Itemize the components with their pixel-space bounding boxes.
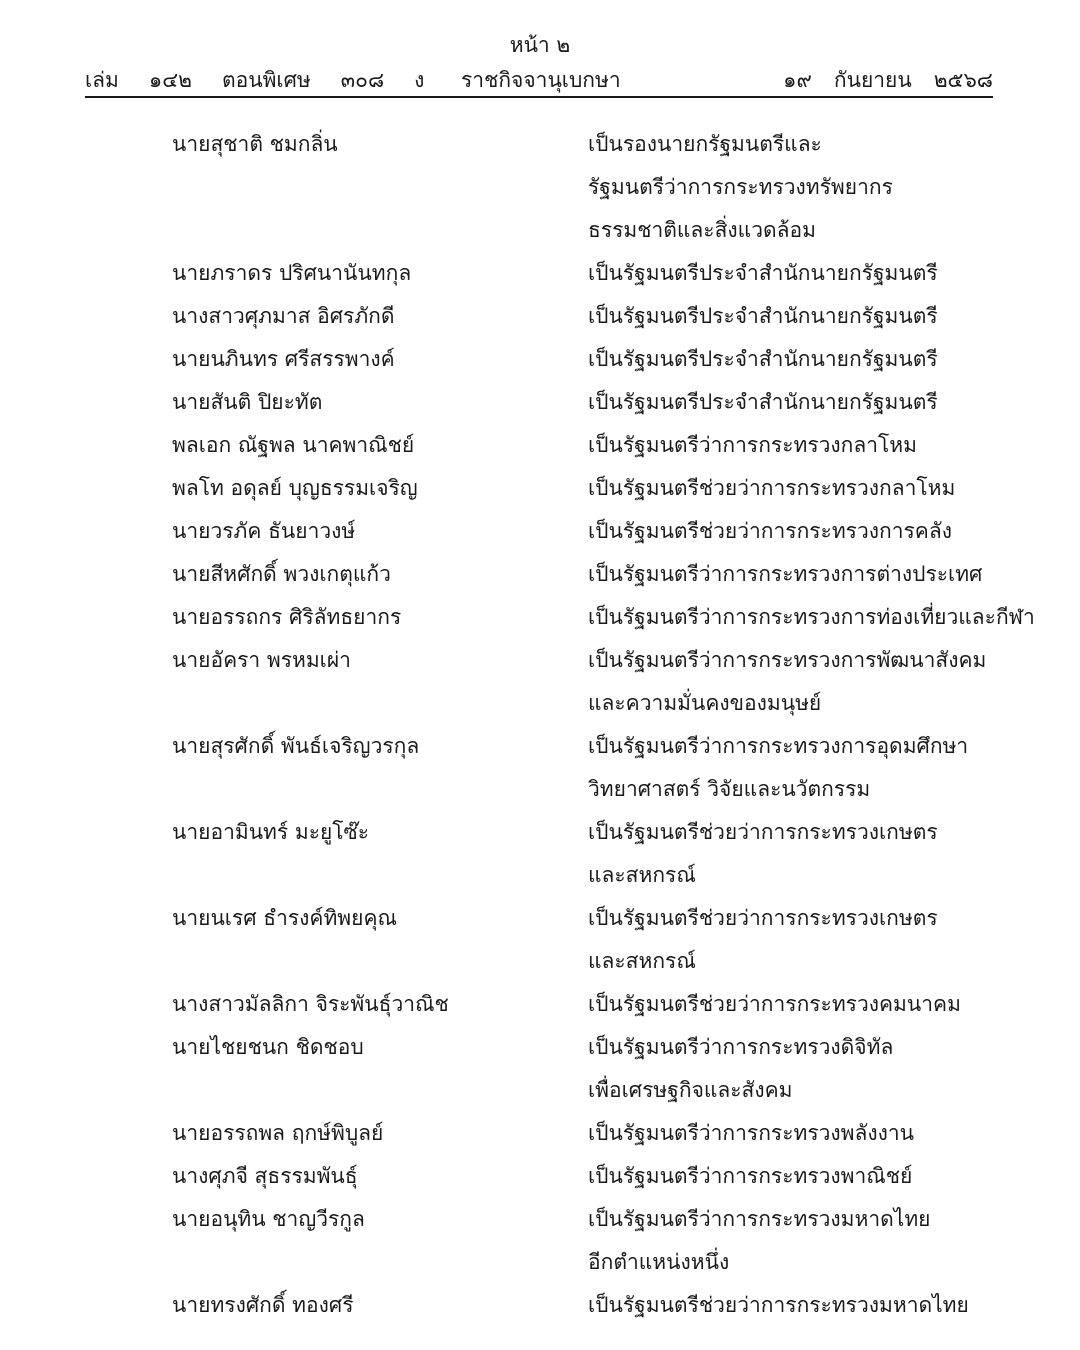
position-line: เป็นรัฐมนตรีว่าการกระทรวงการต่างประเทศ: [588, 562, 983, 586]
appointed-position: [588, 897, 1002, 983]
appointment-entry: [172, 381, 1002, 424]
position-line: อีกตำแหน่งหนึ่ง: [588, 1250, 730, 1274]
appointee-name: นายสันติ ปิยะทัต: [172, 390, 323, 414]
position-line: ธรรมชาติและสิ่งแวดล้อม: [588, 218, 816, 242]
appointment-entry: [172, 639, 1002, 725]
appointment-entry: [172, 123, 1002, 252]
appointee-name: นายอรรถพล ฤกษ์พิบูลย์: [172, 1121, 384, 1145]
date-month: กันยายน: [833, 68, 912, 92]
position-line: เพื่อเศรษฐกิจและสังคม: [588, 1078, 793, 1102]
position-line: เป็นรองนายกรัฐมนตรีและ: [588, 132, 822, 156]
date-day: ๑๙: [783, 68, 812, 92]
position-line: เป็นรัฐมนตรีช่วยว่าการกระทรวงกลาโหม: [588, 476, 956, 500]
appointee-name: นายสุรศักดิ์ พันธ์เจริญวรกุล: [172, 734, 420, 758]
appointed-position: [588, 295, 1002, 338]
appointee-name: นายนเรศ ธำรงค์ทิพยคุณ: [172, 906, 397, 930]
position-line: และสหกรณ์: [588, 863, 696, 887]
appointee-name: นายอรรถกร ศิริลัทธยากร: [172, 605, 402, 629]
appointment-entry: [172, 897, 1002, 983]
position-line: เป็นรัฐมนตรีช่วยว่าการกระทรวงมหาดไทย: [588, 1293, 969, 1317]
position-line: เป็นรัฐมนตรีช่วยว่าการกระทรวงคมนาคม: [588, 992, 961, 1016]
appointment-entry: [172, 1198, 1002, 1284]
appointment-entry: [172, 510, 1002, 553]
appointed-position: [588, 467, 1002, 510]
appointment-entry: [172, 1155, 1002, 1198]
appointee-name: นายวรภัค ธันยาวงษ์: [172, 519, 356, 543]
appointment-entry: [172, 338, 1002, 381]
appointee-name: นางสาวศุภมาส อิศรภักดี: [172, 304, 395, 328]
appointee-name: นายทรงศักดิ์ ทองศรี: [172, 1293, 354, 1317]
appointee-name: นายภราดร ปริศนานันทกุล: [172, 261, 412, 285]
appointee-name: นายอามินทร์ มะยูโซ๊ะ: [172, 820, 370, 844]
appointment-entry: [172, 811, 1002, 897]
position-line: เป็นรัฐมนตรีช่วยว่าการกระทรวงการคลัง: [588, 519, 952, 543]
appointment-entry: [172, 252, 1002, 295]
appointed-position: [588, 1112, 1002, 1155]
appointed-position: [588, 983, 1002, 1026]
position-line: เป็นรัฐมนตรีว่าการกระทรวงพาณิชย์: [588, 1164, 913, 1188]
gazette-header: [85, 64, 993, 98]
publication-date: [761, 64, 993, 96]
appointed-position: [588, 553, 1002, 596]
appointee-name: พลโท อดุลย์ บุญธรรมเจริญ: [172, 476, 418, 500]
position-line: วิทยาศาสตร์ วิจัยและนวัตกรรม: [588, 777, 871, 801]
position-line: และความมั่นคงของมนุษย์: [588, 691, 822, 715]
section-number: ๓๐๘: [340, 68, 385, 92]
appointee-name: นายนภินทร ศรีสรรพางค์: [172, 347, 395, 371]
position-line: เป็นรัฐมนตรีประจำสำนักนายกรัฐมนตรี: [588, 347, 938, 371]
appointed-position: [588, 252, 1002, 295]
appointment-entry: [172, 553, 1002, 596]
appointee-name: นางสาวมัลลิกา จิระพันธุ์วาณิช: [172, 992, 449, 1016]
appointee-name: นายอัครา พรหมเผ่า: [172, 648, 351, 672]
appointed-position: [588, 338, 1002, 381]
position-line: เป็นรัฐมนตรีว่าการกระทรวงดิจิทัล: [588, 1035, 894, 1059]
appointed-position: [588, 1026, 1002, 1112]
appointed-position: [588, 1155, 1002, 1198]
position-line: เป็นรัฐมนตรีช่วยว่าการกระทรวงเกษตร: [588, 820, 938, 844]
appointment-entry: [172, 1112, 1002, 1155]
position-line: เป็นรัฐมนตรีประจำสำนักนายกรัฐมนตรี: [588, 304, 938, 328]
position-line: เป็นรัฐมนตรีว่าการกระทรวงมหาดไทย: [588, 1207, 931, 1231]
appointment-entry: [172, 596, 1035, 639]
appointee-name: นายสีหศักดิ์ พวงเกตุแก้ว: [172, 562, 391, 586]
volume-section-info: [85, 64, 454, 96]
appointed-position: [588, 123, 1002, 252]
publication-title: ราชกิจจานุเบกษา: [461, 68, 621, 92]
appointee-name: นายไชยชนก ชิดชอบ: [172, 1035, 364, 1059]
appointee-name: นางศุภจี สุธรรมพันธุ์: [172, 1164, 358, 1188]
appointee-name: นายสุชาติ ชมกลิ่น: [172, 132, 338, 156]
appointed-position: [588, 1198, 1002, 1284]
appointed-position: [588, 725, 1002, 811]
appointed-position: [588, 639, 1002, 725]
appointment-entry: [172, 983, 1002, 1026]
appointment-entry: [172, 424, 1002, 467]
date-year: ๒๕๖๘: [933, 68, 993, 92]
appointment-entry: [172, 1026, 1002, 1112]
appointed-position: [588, 811, 1002, 897]
appointed-position: [588, 1284, 1002, 1327]
position-line: รัฐมนตรีว่าการกระทรวงทรัพยากร: [588, 175, 893, 199]
appointment-entry: [172, 725, 1002, 811]
volume-label: เล่ม: [85, 68, 119, 92]
position-line: เป็นรัฐมนตรีว่าการกระทรวงพลังงาน: [588, 1121, 915, 1145]
appointment-entry: [172, 467, 1002, 510]
appointee-name: นายอนุทิน ชาญวีรกูล: [172, 1207, 365, 1231]
appointee-name: พลเอก ณัฐพล นาคพาณิชย์: [172, 433, 415, 457]
appointed-position: [588, 596, 1035, 639]
volume-number: ๑๔๒: [148, 68, 192, 92]
appointment-entry: [172, 1284, 1002, 1327]
appointment-list: [172, 123, 1035, 1327]
position-line: เป็นรัฐมนตรีว่าการกระทรวงกลาโหม: [588, 433, 917, 457]
section-label: ตอนพิเศษ: [221, 68, 311, 92]
page-number: หน้า ๒: [509, 33, 571, 57]
position-line: เป็นรัฐมนตรีช่วยว่าการกระทรวงเกษตร: [588, 906, 938, 930]
appointment-entry: [172, 295, 1002, 338]
position-line: เป็นรัฐมนตรีว่าการกระทรวงการอุดมศึกษา: [588, 734, 969, 758]
position-line: เป็นรัฐมนตรีว่าการกระทรวงการพัฒนาสังคม: [588, 648, 987, 672]
position-line: เป็นรัฐมนตรีประจำสำนักนายกรัฐมนตรี: [588, 390, 938, 414]
appointed-position: [588, 424, 1002, 467]
position-line: เป็นรัฐมนตรีประจำสำนักนายกรัฐมนตรี: [588, 261, 938, 285]
appointed-position: [588, 510, 1002, 553]
section-suffix: ง: [414, 68, 425, 92]
position-line: และสหกรณ์: [588, 949, 696, 973]
position-line: เป็นรัฐมนตรีว่าการกระทรวงการท่องเที่ยวและกีฬา: [588, 605, 1035, 629]
appointed-position: [588, 381, 1002, 424]
